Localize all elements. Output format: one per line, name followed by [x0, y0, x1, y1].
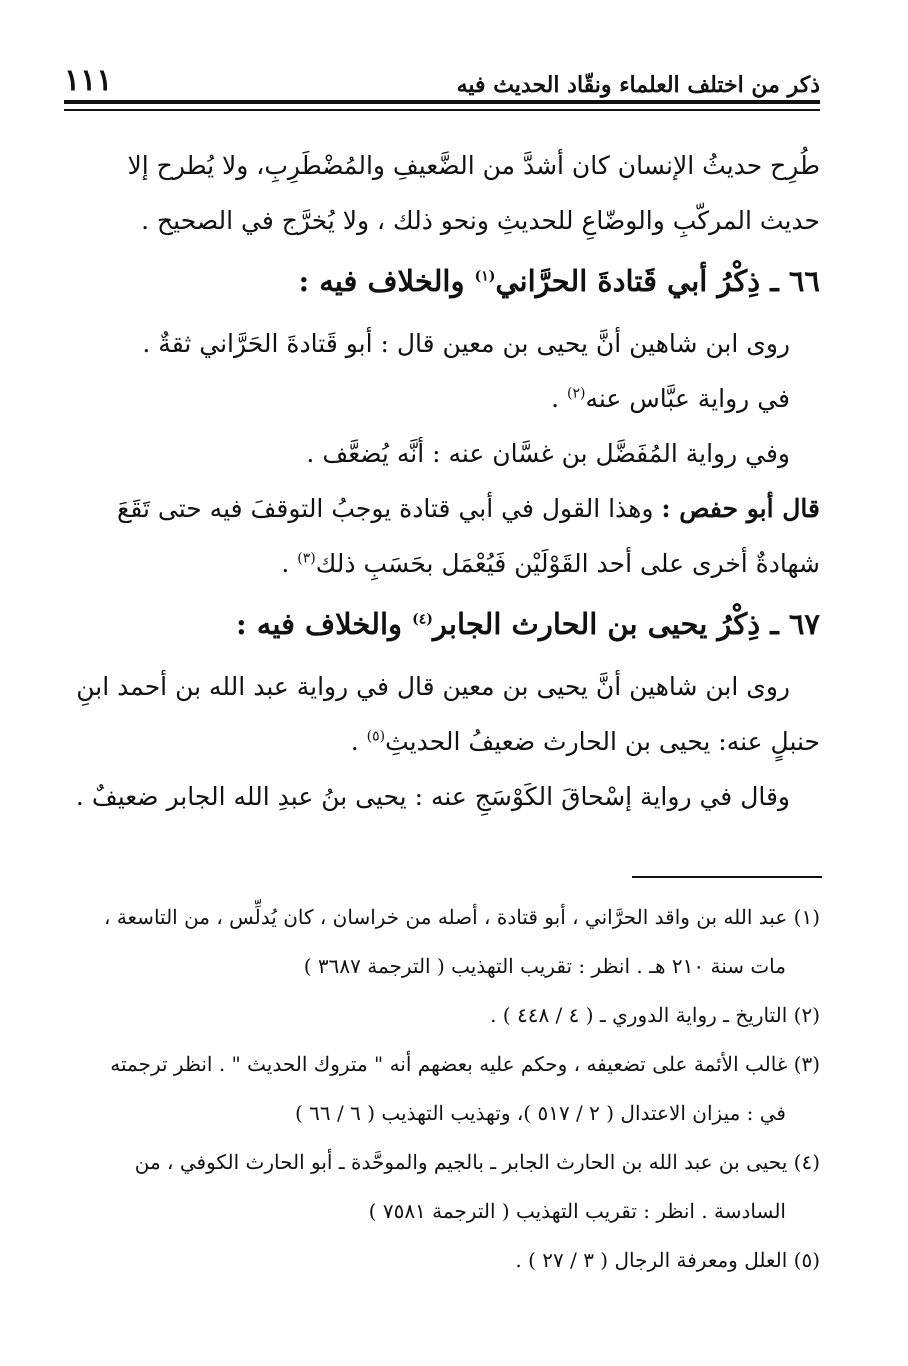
text-line	[66, 536, 820, 591]
heading-tail: والخلاف فيه :	[235, 607, 413, 641]
footnote-4: (٤) يحيى بن عبد الله بن الحارث الجابر ـ بالجيم والموحَّدة ـ أبو الحارث الكوفي ، من	[134, 1150, 820, 1174]
header-rule-thin	[64, 109, 820, 111]
text-line	[66, 481, 820, 536]
heading-tail: والخلاف فيه :	[298, 264, 475, 298]
page-number: ١١١	[64, 63, 113, 98]
text-span: وهذا القول في أبي قتادة يوجبُ التوقفَ فيه حتى تَقَعَ	[117, 494, 662, 523]
text-line: طُرِح حديثُ الإنسان كان أشدَّ من الضَّعيفِ والمُضْطَرِبِ، ولا يُطرح إلا	[127, 151, 820, 180]
footnote-2: (٢) التاريخ ـ رواية الدوري ـ ( ٤ / ٤٤٨ ) .	[490, 1003, 820, 1027]
heading-text: ٦٧ ـ ذِكْرُ يحيى بن الحارث الجابر	[432, 607, 820, 641]
footnote-ref: (٥)	[366, 728, 386, 745]
text-line: روى ابن شاهين أنَّ يحيى بن معين قال في رواية عبد الله بن أحمد ابنِ	[76, 672, 790, 701]
text-span: شهادةٌ أخرى على أحد القَوْلَيْن فَيُعْمَل بحَسَبِ ذلك	[315, 549, 820, 578]
footnote-ref: (٣)	[297, 550, 316, 567]
text-line	[66, 714, 820, 769]
footnotes	[66, 893, 820, 1285]
footnote-5: (٥) العلل ومعرفة الرجال ( ٣ / ٢٧ ) .	[515, 1248, 820, 1272]
speaker-lead: قال أبو حفص :	[661, 494, 820, 523]
footnote-1: (١) عبد الله بن واقد الحرَّاني ، أبو قتادة ، أصله من خراسان ، كان يُدلِّس ، من التاسعة ،	[104, 905, 820, 929]
text-span: في رواية عبَّاس عنه	[585, 384, 790, 413]
footnote-separator	[632, 876, 822, 878]
footnote-4-cont: السادسة . انظر : تقريب التهذيب ( الترجمة ٧٥٨١ )	[368, 1199, 786, 1223]
text-span: حنبلٍ عنه: يحيى بن الحارث ضعيفُ الحديثِ	[385, 727, 820, 756]
footnote-ref: (١)	[474, 268, 496, 285]
text-line: وقال في رواية إسْحاقَ الكَوْسَجِ عنه : يحيى بنُ عبدِ الله الجابر ضعيفٌ .	[75, 782, 790, 811]
footnote-3: (٣) غالب الأئمة على تضعيفه ، وحكم عليه بعضهم أنه " متروك الحديث " . انظر ترجمته	[110, 1052, 820, 1076]
text-line: حديث المركّبِ والوضّاعِ للحديثِ ونحو ذلك ، ولا يُخرَّج في الصحيح .	[141, 206, 820, 235]
text-span: .	[350, 727, 367, 756]
running-title: ذكر من اختلف العلماء ونقّاد الحديث فيه	[456, 72, 820, 98]
footnote-1-cont: مات سنة ٢١٠ هـ . انظر : تقريب التهذيب ( الترجمة ٣٦٨٧ )	[303, 954, 786, 978]
text-span: .	[281, 549, 298, 578]
text-span: .	[551, 384, 567, 413]
header-rule-thick	[64, 100, 820, 104]
text-line	[66, 371, 820, 426]
main-text	[66, 138, 820, 824]
text-line: روى ابن شاهين أنَّ يحيى بن معين قال : أبو قَتادةَ الحَرَّاني ثقةٌ .	[142, 329, 790, 358]
footnote-3-cont: في : ميزان الاعتدال ( ٢ / ٥١٧ )، وتهذيب التهذيب ( ٦ / ٦٦ )	[294, 1101, 786, 1125]
page-header	[64, 48, 820, 98]
section-heading-67	[66, 593, 820, 655]
footnote-ref: (٢)	[566, 385, 586, 402]
text-line: وفي رواية المُفَضَّل بن غسَّان عنه : أنَّه يُضعَّف .	[306, 439, 790, 468]
heading-text: ٦٦ ـ ذِكْرُ أبي قَتادةَ الحرَّاني	[495, 264, 820, 298]
footnote-ref: (٤)	[412, 611, 433, 628]
section-heading-66	[66, 250, 820, 312]
